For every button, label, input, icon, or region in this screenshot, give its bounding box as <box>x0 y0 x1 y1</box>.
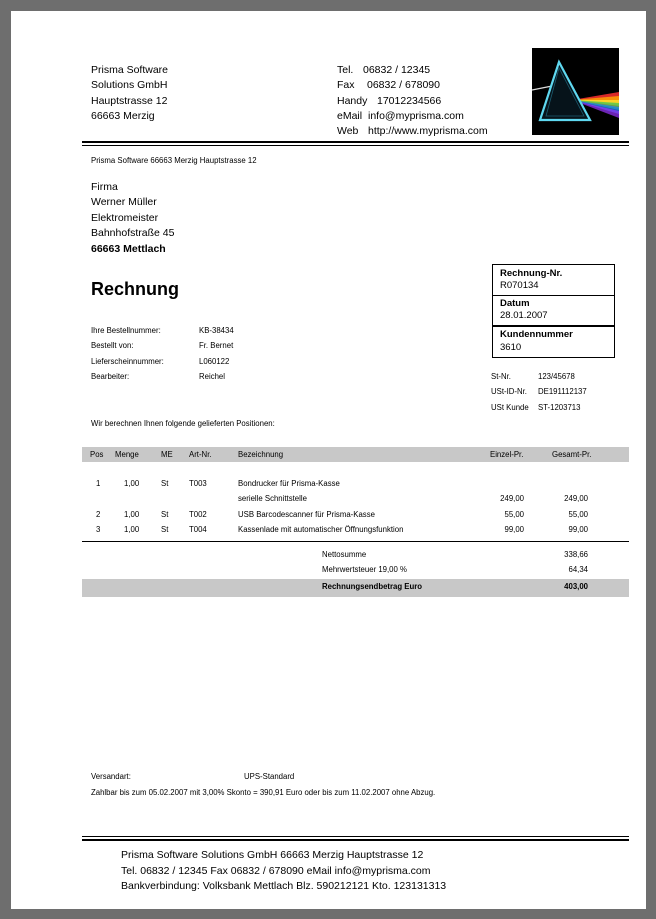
contact-value: 06832 / 678090 <box>367 79 440 91</box>
table-row <box>82 525 629 540</box>
order-info-label: Bearbeiter: <box>91 372 130 381</box>
cell-art: T002 <box>189 510 207 519</box>
cell-bezeichnung: Kassenlade mit automatischer Öffnungsfunktion <box>238 525 404 534</box>
col-header-gesamt: Gesamt-Pr. <box>552 450 592 459</box>
grand-total-label: Rechnungsendbetrag Euro <box>322 582 423 591</box>
col-header-me: ME <box>161 450 173 459</box>
recipient-city: 66663 Mettlach <box>91 243 166 255</box>
footer-line: Tel. 06832 / 12345 Fax 06832 / 678090 eMail info@myprisma.com <box>121 865 431 877</box>
cell-pos: 3 <box>96 525 101 534</box>
order-info-label: Lieferscheinnummer: <box>91 357 164 366</box>
vat-label: Mehrwertsteuer 19,00 % <box>322 565 407 574</box>
vat-value: 64,34 <box>568 565 588 574</box>
table-rule <box>82 541 629 542</box>
recipient-line: Firma <box>91 181 118 193</box>
cell-gesamt: 55,00 <box>568 510 588 519</box>
footer-rule <box>82 839 629 841</box>
order-info-value: Fr. Bernet <box>199 341 234 350</box>
order-info-value: L060122 <box>199 357 230 366</box>
invoice-number-label: Rechnung-Nr. <box>500 268 563 279</box>
tax-info-label: St-Nr. <box>491 372 511 381</box>
sender-line: Hauptstrasse 12 <box>91 95 168 107</box>
tax-info-value: DE191112137 <box>538 387 587 396</box>
table-header <box>82 447 629 462</box>
col-header-bezeichnung: Bezeichnung <box>238 450 284 459</box>
vat-row <box>82 564 629 579</box>
cell-bezeichnung: Bondrucker für Prisma-Kasse <box>238 479 340 488</box>
tax-info-label: USt Kunde <box>491 403 529 412</box>
recipient-line: Werner Müller <box>91 196 157 208</box>
contact-value: 06832 / 12345 <box>363 64 431 76</box>
cell-gesamt: 249,00 <box>564 494 588 503</box>
contact-label: Fax <box>337 79 355 91</box>
cell-menge: 1,00 <box>124 525 140 534</box>
cell-me: St <box>161 510 169 519</box>
contact-label: eMail <box>337 110 363 122</box>
order-info-value: KB-38434 <box>199 326 234 335</box>
contact-label: Tel. <box>337 64 354 76</box>
invoice-info-box <box>492 264 615 358</box>
customer-number-label: Kundennummer <box>500 329 573 340</box>
sender-line: Prisma Software <box>91 64 169 76</box>
return-address: Prisma Software 66663 Merzig Hauptstrasse 12 <box>91 156 257 165</box>
date-label: Datum <box>500 298 530 309</box>
cell-art: T003 <box>189 479 207 488</box>
grand-total-row <box>82 579 629 597</box>
order-info-label: Ihre Bestellnummer: <box>91 326 161 335</box>
tax-info-label: USt-ID-Nr. <box>491 387 527 396</box>
customer-number-value: 3610 <box>500 342 522 353</box>
cell-bezeichnung: serielle Schnittstelle <box>238 494 307 503</box>
contact-label: Web <box>337 125 359 137</box>
sender-line: Solutions GmbH <box>91 79 168 91</box>
footer-line: Prisma Software Solutions GmbH 66663 Merzig Hauptstrasse 12 <box>121 849 424 861</box>
cell-me: St <box>161 525 169 534</box>
net-total-row <box>82 549 629 564</box>
cell-pos: 2 <box>96 510 101 519</box>
contact-label: Handy <box>337 95 368 107</box>
cell-menge: 1,00 <box>124 479 140 488</box>
order-info-label: Bestellt von: <box>91 341 134 350</box>
date-value: 28.01.2007 <box>500 310 548 321</box>
cell-bezeichnung: USB Barcodescanner für Prisma-Kasse <box>238 510 375 519</box>
recipient-line: Bahnhofstraße 45 <box>91 227 175 239</box>
cell-pos: 1 <box>96 479 101 488</box>
recipient-line: Elektromeister <box>91 212 159 224</box>
table-row <box>82 494 629 509</box>
footer-rule <box>82 836 629 837</box>
col-header-einzel: Einzel-Pr. <box>490 450 524 459</box>
net-total-value: 338,66 <box>564 550 588 559</box>
invoice-page <box>11 11 646 909</box>
col-header-menge: Menge <box>115 450 139 459</box>
prism-logo <box>532 48 619 135</box>
contact-value: http://www.myprisma.com <box>368 125 488 137</box>
grand-total-value: 403,00 <box>564 582 588 591</box>
sender-line: 66663 Merzig <box>91 110 155 122</box>
cell-me: St <box>161 479 169 488</box>
contact-value: 17012234566 <box>377 95 442 107</box>
cell-einzel: 55,00 <box>504 510 524 519</box>
header-rule <box>82 141 629 143</box>
header-rule <box>82 145 629 146</box>
cell-gesamt: 99,00 <box>568 525 588 534</box>
cell-einzel: 249,00 <box>500 494 524 503</box>
shipping-value: UPS-Standard <box>244 772 295 781</box>
col-header-pos: Pos <box>90 450 104 459</box>
order-info-value: Reichel <box>199 372 226 381</box>
cell-einzel: 99,00 <box>504 525 524 534</box>
contact-value: info@myprisma.com <box>368 110 464 122</box>
shipping-label: Versandart: <box>91 772 131 781</box>
cell-art: T004 <box>189 525 207 534</box>
cell-menge: 1,00 <box>124 510 140 519</box>
footer-line: Bankverbindung: Volksbank Mettlach Blz. 590212121 Kto. 123131313 <box>121 880 447 892</box>
table-row <box>82 510 629 525</box>
col-header-art: Art-Nr. <box>189 450 212 459</box>
tax-info-value: ST-1203713 <box>538 403 581 412</box>
invoice-number-value: R070134 <box>500 280 539 291</box>
document-title: Rechnung <box>91 279 179 299</box>
net-total-label: Nettosumme <box>322 550 367 559</box>
intro-text: Wir berechnen Ihnen folgende gelieferten Positionen: <box>91 419 275 428</box>
tax-info-value: 123/45678 <box>538 372 575 381</box>
table-row <box>82 479 629 494</box>
payment-terms: Zahlbar bis zum 05.02.2007 mit 3,00% Skonto = 390,91 Euro oder bis zum 11.02.2007 ohne Abzug. <box>91 788 436 797</box>
